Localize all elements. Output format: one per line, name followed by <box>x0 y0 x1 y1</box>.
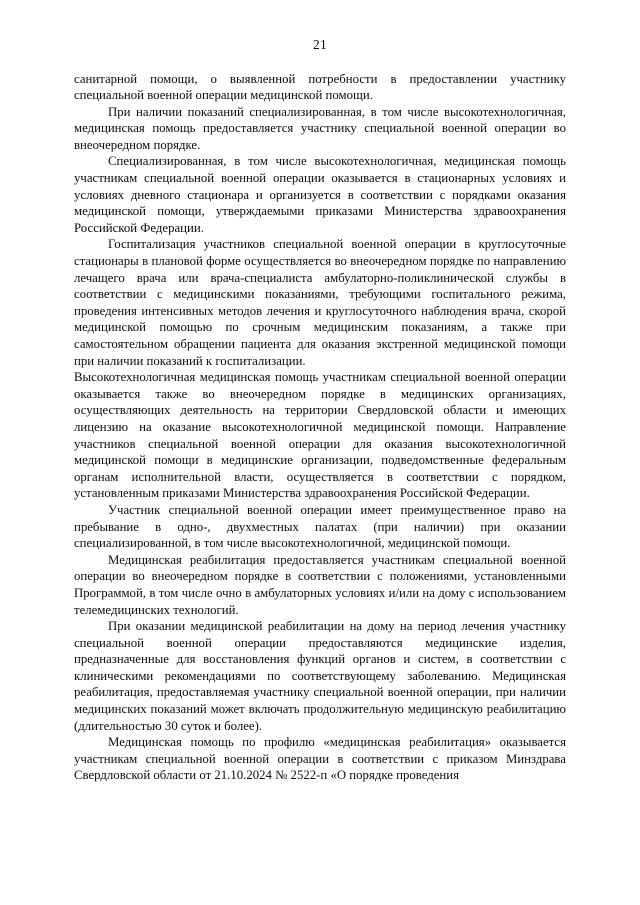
paragraph: санитарной помощи, о выявленной потребности в предоставлении участнику специальной военной операции медицинской помощи. <box>74 71 566 103</box>
paragraph: При наличии показаний специализированная, в том числе высокотехнологичная, медицинская помощь предоставляется участнику специальной военной операции во внеочередном порядке. <box>74 104 566 152</box>
document-body <box>74 71 566 785</box>
paragraph: Специализированная, в том числе высокотехнологичная, медицинская помощь участникам специальной военной операции оказывается в стационарных условиях и условиях дневного стационара и организуется в соответствии с порядками оказания медицинской помощи, утверждаемыми приказами Министерства здравоохранения Российской Федерации. <box>74 154 566 235</box>
paragraph: При оказании медицинской реабилитации на дому на период лечения участнику специальной военной операции предоставляются медицинские изделия, предназначенные для восстановления функций органов и систем, в соответствии с клиническими рекомендациями по соответствующему заболеванию. Медицинская реабилитация, предоставляемая участнику специальной военной операции, при наличии медицинских показаний может включать продолжительную медицинскую реабилитацию (длительностью 30 суток и более). <box>74 619 566 733</box>
paragraph: Участник специальной военной операции имеет преимущественное право на пребывание в одно-, двухместных палатах (при наличии) при оказании специализированной, в том числе высокотехнологичной, медицинской помощи. <box>74 502 566 551</box>
paragraph: Госпитализация участников специальной военной операции в круглосуточные стационары в плановой форме осуществляется во внеочередном порядке по направлению лечащего врача или врача-специалиста амбулаторно-поликлинической службы в соответствии с медицинскими показаниями, требующими госпитального режима, проведения интенсивных методов лечения и круглосуточного наблюдения врача, скорой медицинской помощью по срочным медицинским показаниям, а также при самостоятельном обращении пациента для оказания экстренной медицинской помощи при наличии показаний к госпитализации. <box>74 237 566 368</box>
paragraph: Медицинская реабилитация предоставляется участникам специальной военной операции во внеочередном порядке в соответствии с положениями, установленными Программой, в том числе очно в амбулаторных условиях и/или на дому с использованием телемедицинских технологий. <box>74 552 566 617</box>
paragraph: Медицинская помощь по профилю «медицинская реабилитация» оказывается участникам специальной военной операции в соответствии с приказом Минздрава Свердловской области от 21.10.2024 № 2522-п «О порядке проведения <box>74 735 566 783</box>
paragraph: Высокотехнологичная медицинская помощь участникам специальной военной операции оказывается также во внеочередном порядке в медицинских организациях, осуществляющих деятельность на территории Свердловской области и имеющих лицензию на оказание высокотехнологичной медицинской помощи. Направление участников специальной военной операции для оказания высокотехнологичной медицинской помощи в медицинские организации, подведомственные федеральным органам исполнительной власти, осуществляется в соответствии с порядком, установленным приказами Министерства здравоохранения Российской Федерации. <box>74 370 566 501</box>
page-number: 21 <box>313 37 327 52</box>
